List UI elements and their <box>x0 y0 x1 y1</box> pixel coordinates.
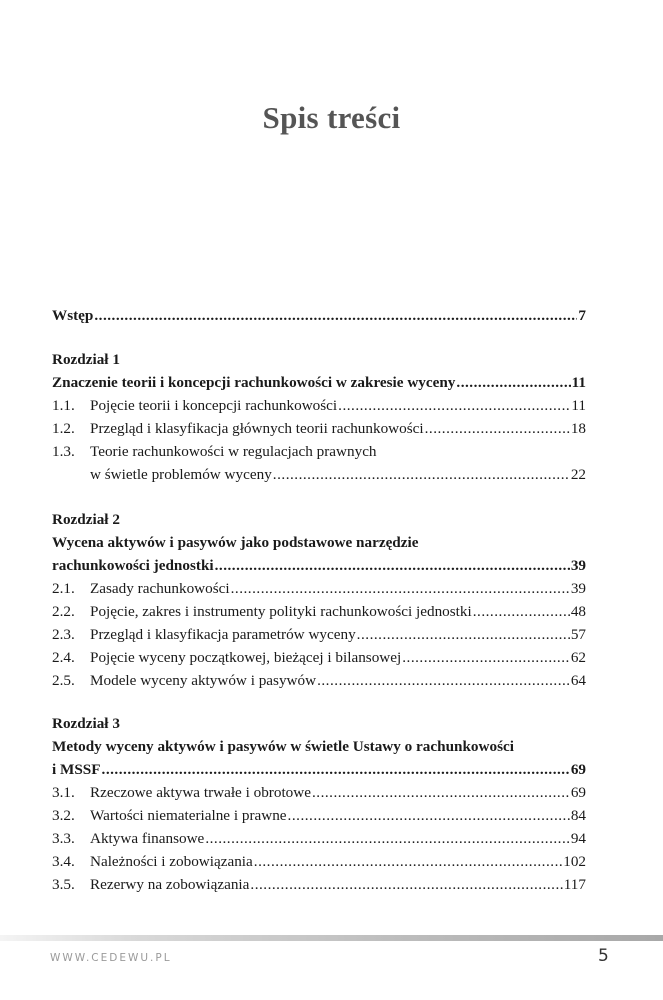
section-number: 1.1. <box>52 397 75 414</box>
section-number: 3.5. <box>52 876 75 893</box>
toc-chapter-2-line-1[interactable]: Wycena aktywów i pasywów jako podstawowe narzędzie <box>52 534 419 551</box>
dot-leader <box>338 395 570 417</box>
page-number: 5 <box>598 946 609 966</box>
dot-leader <box>425 418 570 440</box>
toc-entry-page: 11 <box>571 374 586 391</box>
section-title-continuation: w świetle problemów wyceny <box>90 466 272 483</box>
toc-entry-page: 7 <box>578 307 586 324</box>
section-title: Zasady rachunkowości <box>90 580 230 597</box>
dot-leader <box>231 578 570 600</box>
toc-section-2-5[interactable] <box>52 670 586 692</box>
toc-entry-intro[interactable] <box>52 305 586 327</box>
section-number: 2.1. <box>52 580 75 597</box>
section-title: Przegląd i klasyfikacja parametrów wyceny <box>90 626 356 643</box>
section-page: 117 <box>563 876 586 893</box>
toc-entry-title: i MSSF <box>52 761 101 778</box>
section-page: 48 <box>570 603 586 620</box>
dot-leader <box>317 670 570 692</box>
section-page: 39 <box>570 580 586 597</box>
chapter-heading-1: Rozdział 1 <box>52 351 120 368</box>
section-page: 18 <box>570 420 586 437</box>
section-title: Przegląd i klasyfikacja głównych teorii rachunkowości <box>90 420 424 437</box>
footer-rule <box>0 935 663 941</box>
toc-section-1-1[interactable] <box>52 395 586 417</box>
section-number: 3.1. <box>52 784 75 801</box>
section-page: 69 <box>570 784 586 801</box>
page-title: Spis treści <box>262 100 401 135</box>
section-title: Teorie rachunkowości w regulacjach prawnych <box>90 443 377 460</box>
section-title: Pojęcie wyceny początkowej, bieżącej i bilansowej <box>90 649 402 666</box>
section-title: Pojęcie, zakres i instrumenty polityki rachunkowości jednostki <box>90 603 472 620</box>
dot-leader <box>102 759 570 781</box>
dot-leader <box>205 828 570 850</box>
toc-section-2-2[interactable] <box>52 601 586 623</box>
toc-entry-title: Znaczenie teorii i koncepcji rachunkowości w zakresie wyceny <box>52 374 456 391</box>
toc-chapter-3-line-1[interactable]: Metody wyceny aktywów i pasywów w świetle Ustawy o rachunkowości <box>52 738 514 755</box>
section-page: 84 <box>570 807 586 824</box>
dot-leader <box>215 555 570 577</box>
toc-section-3-4[interactable] <box>52 851 586 873</box>
section-number: 1.3. <box>52 443 75 460</box>
toc-section-1-3-cont[interactable] <box>52 464 586 486</box>
toc-entry-title: Wstęp <box>52 307 94 324</box>
toc-section-2-4[interactable] <box>52 647 586 669</box>
section-number: 2.2. <box>52 603 75 620</box>
dot-leader <box>254 851 562 873</box>
toc-entry-title: rachunkowości jednostki <box>52 557 214 574</box>
toc-chapter-1[interactable] <box>52 372 586 394</box>
dot-leader <box>357 624 570 646</box>
section-title: Rezerwy na zobowiązania <box>90 876 250 893</box>
toc-entry-page: 39 <box>570 557 586 574</box>
dot-leader <box>473 601 570 623</box>
section-page: 64 <box>570 672 586 689</box>
toc-entry-page: 69 <box>570 761 586 778</box>
section-title: Pojęcie teorii i koncepcji rachunkowości <box>90 397 338 414</box>
toc-chapter-3[interactable] <box>52 759 586 781</box>
toc-chapter-2[interactable] <box>52 555 586 577</box>
section-number: 3.3. <box>52 830 75 847</box>
section-number: 3.2. <box>52 807 75 824</box>
section-number: 2.5. <box>52 672 75 689</box>
dot-leader <box>312 782 570 804</box>
section-number: 2.3. <box>52 626 75 643</box>
toc-section-3-3[interactable] <box>52 828 586 850</box>
dot-leader <box>94 305 577 327</box>
chapter-heading-2: Rozdział 2 <box>52 511 120 528</box>
section-page: 102 <box>563 853 586 870</box>
dot-leader <box>402 647 570 669</box>
toc-section-1-3[interactable] <box>52 441 586 463</box>
toc-section-3-1[interactable] <box>52 782 586 804</box>
dot-leader <box>273 464 570 486</box>
section-number: 3.4. <box>52 853 75 870</box>
footer-url[interactable]: WWW.CEDEWU.PL <box>50 952 172 964</box>
toc-section-1-2[interactable] <box>52 418 586 440</box>
toc-section-3-2[interactable] <box>52 805 586 827</box>
toc-section-2-3[interactable] <box>52 624 586 646</box>
chapter-heading-3: Rozdział 3 <box>52 715 120 732</box>
section-number: 1.2. <box>52 420 75 437</box>
section-number: 2.4. <box>52 649 75 666</box>
dot-leader <box>288 805 570 827</box>
toc-section-2-1[interactable] <box>52 578 586 600</box>
section-title: Należności i zobowiązania <box>90 853 253 870</box>
section-page: 57 <box>570 626 586 643</box>
section-page: 94 <box>570 830 586 847</box>
section-title: Modele wyceny aktywów i pasywów <box>90 672 317 689</box>
dot-leader <box>250 874 562 896</box>
toc-section-3-5[interactable] <box>52 874 586 896</box>
section-title: Wartości niematerialne i prawne <box>90 807 287 824</box>
section-page: 62 <box>570 649 586 666</box>
section-page: 22 <box>570 466 586 483</box>
section-page: 11 <box>571 397 586 414</box>
dot-leader <box>456 372 570 394</box>
section-title: Aktywa finansowe <box>90 830 205 847</box>
section-title: Rzeczowe aktywa trwałe i obrotowe <box>90 784 311 801</box>
